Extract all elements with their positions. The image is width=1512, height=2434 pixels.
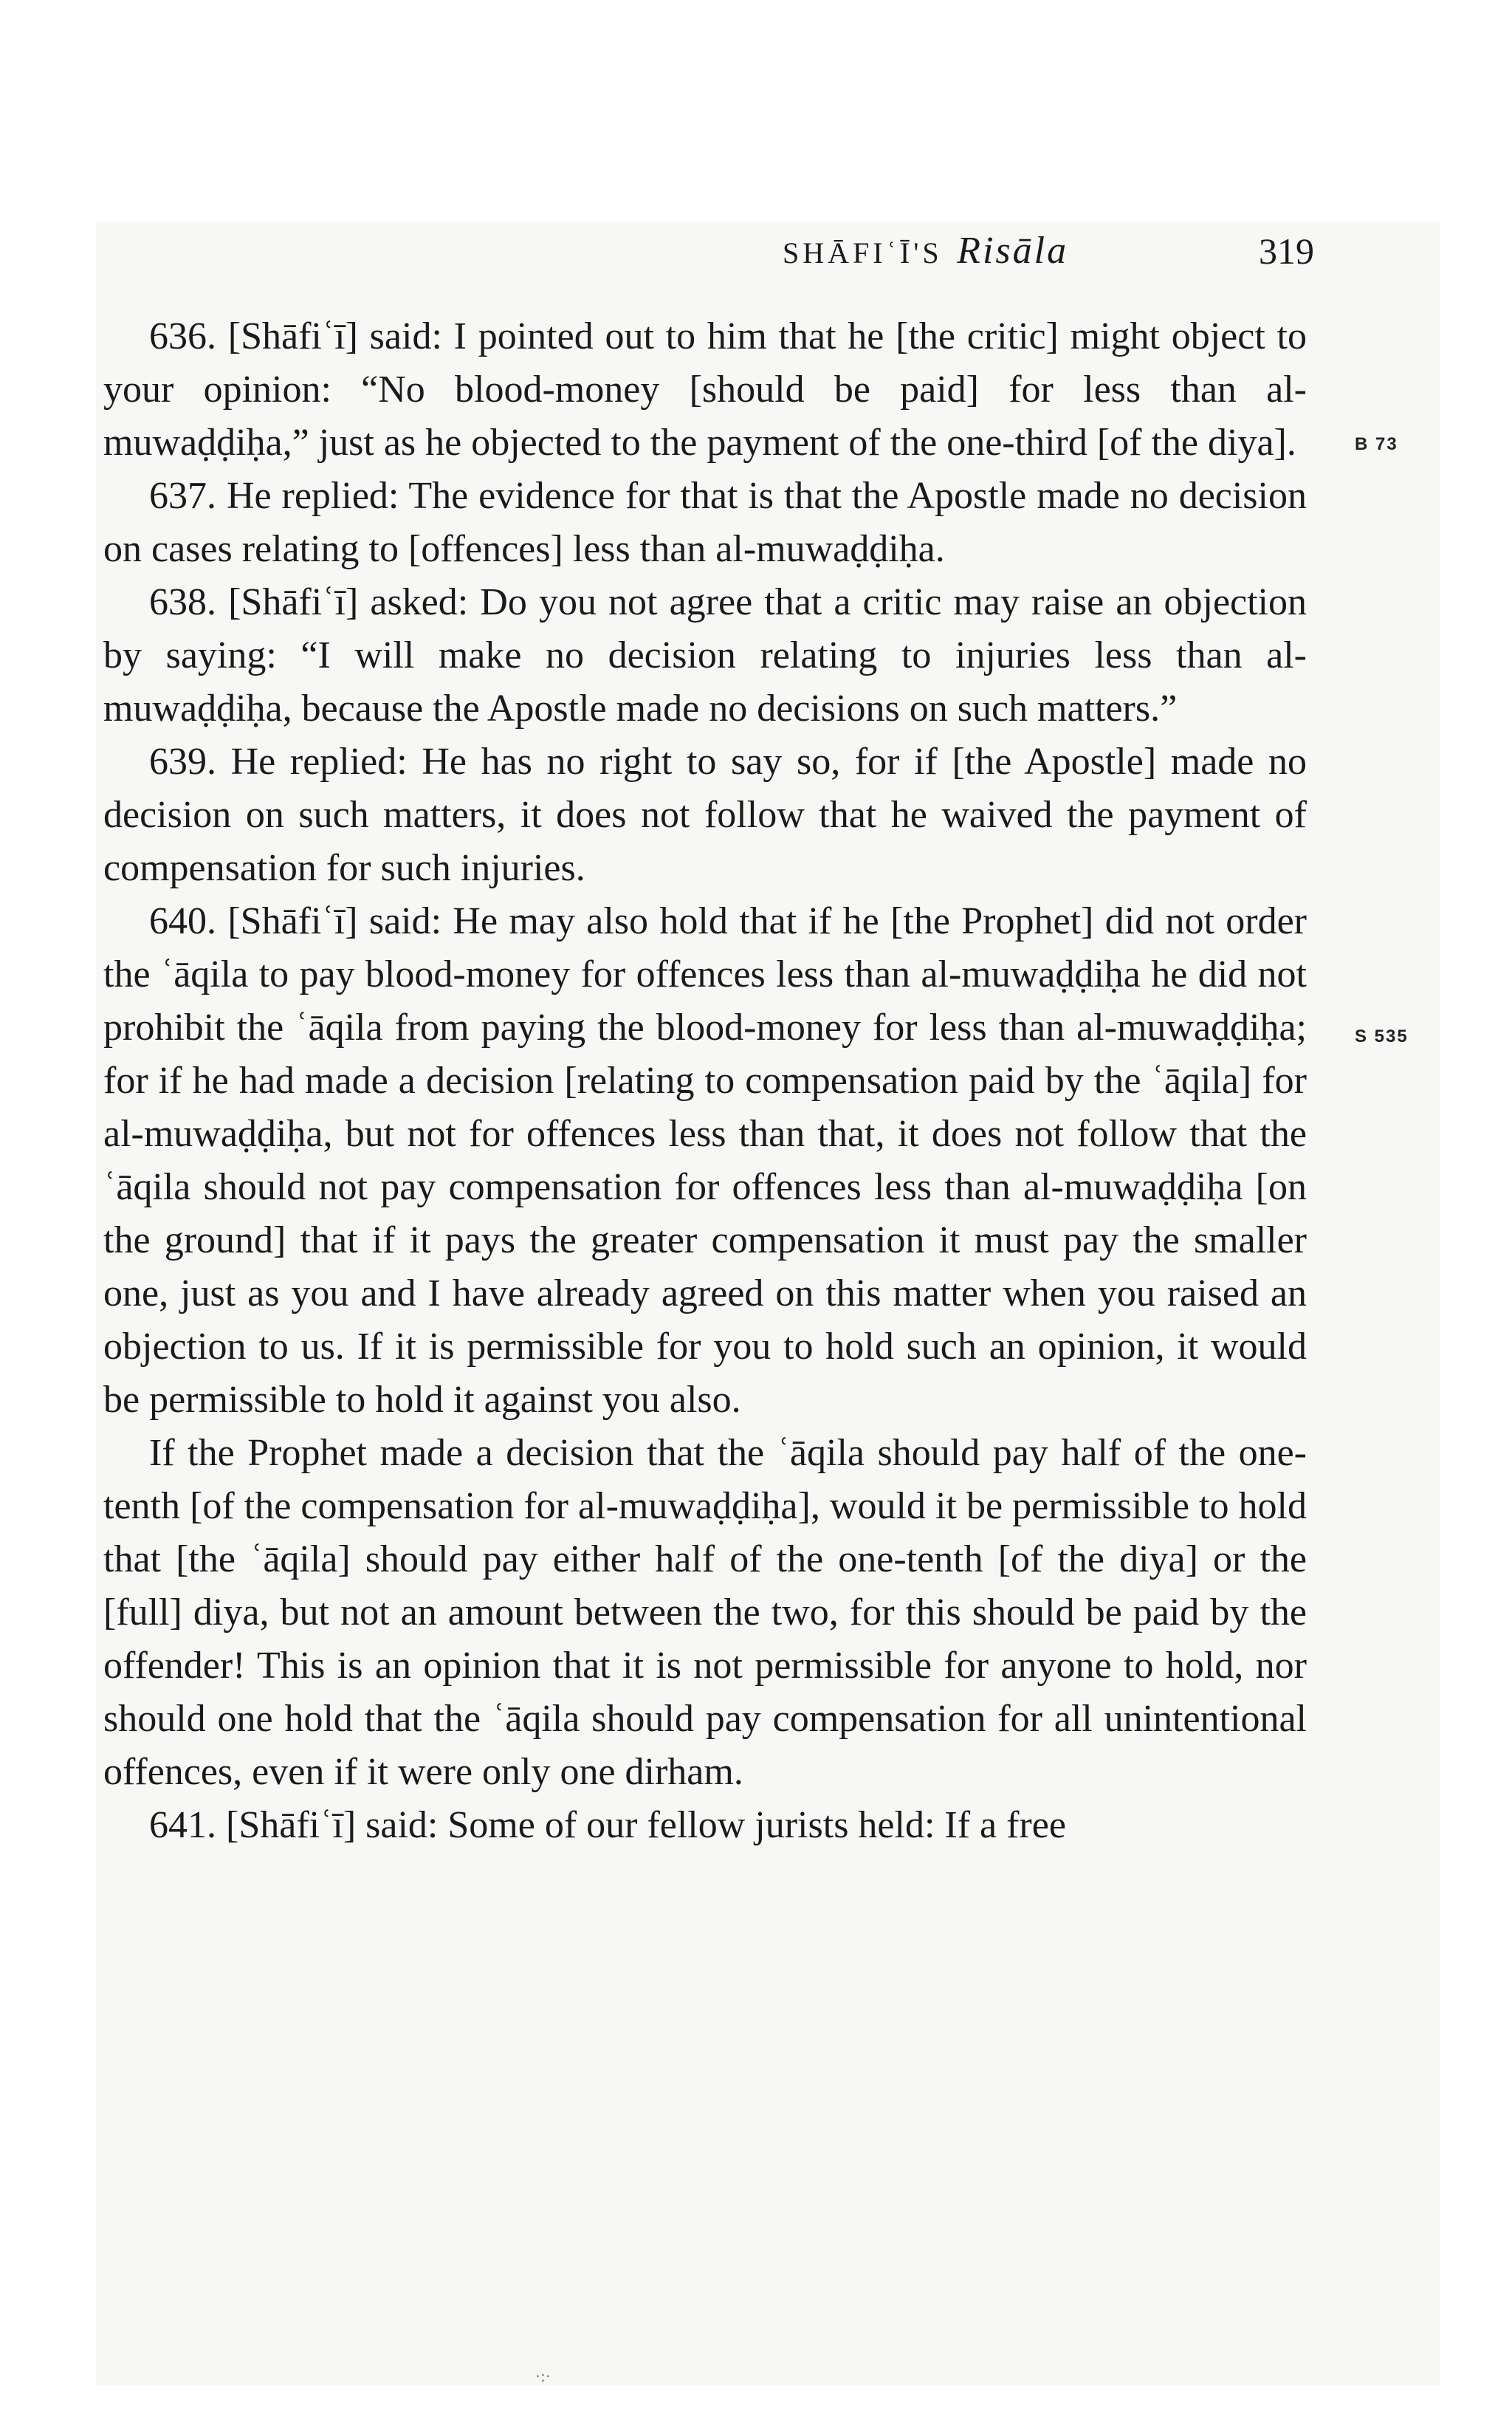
paragraph-641: 641. [Shāfiʿī] said: Some of our fellow jurists held: If a free — [149, 1804, 1066, 1846]
margin-reference-b73: B 73 — [1355, 434, 1398, 454]
body-text — [103, 310, 1307, 1852]
running-head — [783, 222, 1314, 281]
header-title: SHĀFIʿĪ'S — [783, 236, 943, 270]
paragraph-636: 636. [Shāfiʿī] said: I pointed out to him that he [the critic] might object to your opinion: “No blood-money [should be paid] for less than al-muwaḍḍiḥa,” just as he objected to the payment of the one-third [of the diya]. — [103, 315, 1307, 464]
paragraph-637: 637. He replied: The evidence for that is that the Apostle made no decision on cases relating to [offences] less than al-muwaḍḍiḥa. — [103, 475, 1307, 570]
page-number: 319 — [1259, 230, 1314, 272]
paragraph-640-continued: If the Prophet made a decision that the ʿāqila should pay half of the one-tenth [of the compensation for al-muwaḍḍiḥa], would it be permissible to hold that [the ʿāqila] should pay either half of the one-tenth [of the diya] or the [full] diya, but not an amount between the two, for this should be paid by the offender! This is an opinion that it is not permissible for anyone to hold, nor should one hold that the ʿāqila should pay compensation for all unintentional offences, even if it were only one dirham. — [103, 1432, 1307, 1793]
paragraph-639: 639. He replied: He has no right to say so, for if [the Apostle] made no decision on such matters, it does not follow that he waived the payment of compensation for such injuries. — [103, 741, 1307, 889]
scan-speck: ·:· — [535, 2367, 551, 2385]
paragraph-638: 638. [Shāfiʿī] asked: Do you not agree that a critic may raise an objection by saying: “I will make no decision relating to injuries less than al-muwaḍḍiḥa, because the Apostle made no decisions on such matters.” — [103, 581, 1307, 730]
header-italic-title: Risāla — [957, 230, 1069, 272]
paragraph-640: 640. [Shāfiʿī] said: He may also hold that if he [the Prophet] did not order the ʿāqila to pay blood-money for offences less than al-muwaḍḍiḥa he did not prohibit the ʿāqila from paying the blood-money for less than al-muwaḍḍiḥa; for if he had made a decision [relating to compensation paid by the ʿāqila] for al-muwaḍḍiḥa, but not for offences less than that, it does not follow that the ʿāqila should not pay compensation for offences less than al-muwaḍḍiḥa [on the ground] that if it pays the greater compensation it must pay the smaller one, just as you and I have already agreed on this matter when you raised an objection to us. If it is permissible for you to hold such an opinion, it would be permissible to hold it against you also. — [103, 900, 1307, 1421]
margin-reference-s535: S 535 — [1355, 1026, 1409, 1046]
